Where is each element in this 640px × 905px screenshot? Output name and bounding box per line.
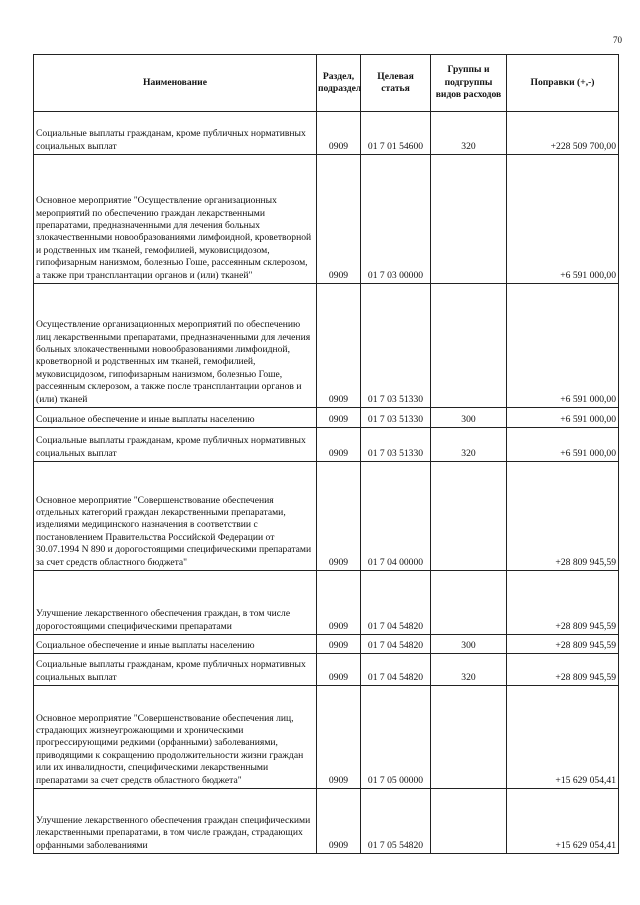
- row-name: Социальное обеспечение и иные выплаты населению: [34, 635, 317, 654]
- budget-table: [33, 54, 619, 854]
- row-name: Осуществление организационных мероприятий по обеспечению лиц лекарственными препаратами, предназначенными для лечения больных злокачественными новообразованиями лимфоидной, кроветворной и родственных им тканей, гемофилией, муковисцидозом, гипофизарным нанизмом, болезнью Гоше, рассеянным склерозом, а также после трансплантации органов и (или) тканей: [34, 284, 317, 408]
- table-body: [34, 112, 619, 854]
- row-target: 01 7 05 00000: [361, 686, 431, 789]
- row-amount: +28 809 945,59: [507, 462, 619, 571]
- row-target: 01 7 05 54820: [361, 789, 431, 854]
- row-amount: +28 809 945,59: [507, 635, 619, 654]
- row-name: Социальные выплаты гражданам, кроме публичных нормативных социальных выплат: [34, 112, 317, 155]
- row-group: [431, 571, 507, 635]
- row-group: [431, 284, 507, 408]
- row-group: [431, 462, 507, 571]
- row-target: 01 7 04 54820: [361, 635, 431, 654]
- row-target: 01 7 03 51330: [361, 408, 431, 428]
- table-row: [34, 462, 619, 571]
- row-group: [431, 789, 507, 854]
- row-group: 320: [431, 428, 507, 462]
- row-name: Основное мероприятие "Совершенствование обеспечения лиц, страдающих жизнеугрожающими и хроническими прогрессирующими редкими (орфанными) заболеваниями, приводящими к сокращению продолжительности жизни граждан или их инвалидности, специфическими лекарственными препаратами за счет средств областного бюджета": [34, 686, 317, 789]
- row-target: 01 7 04 54820: [361, 571, 431, 635]
- row-target: 01 7 04 54820: [361, 654, 431, 686]
- table-row: [34, 284, 619, 408]
- row-name: Основное мероприятие "Осуществление организационных мероприятий по обеспечению граждан лекарственными препаратами, предназначенными для лечения больных злокачественными новообразованиями лимфоидной, кроветворной и родственных им тканей, гемофилией, муковисцидозом, гипофизарным нанизмом, болезнью Гоше, рассеянным склерозом, а также при трансплантации органов и (или) тканей": [34, 155, 317, 284]
- table-row: [34, 635, 619, 654]
- row-section: 0909: [317, 635, 361, 654]
- row-name: Основное мероприятие "Совершенствование обеспечения отдельных категорий граждан лекарственными препаратами, изделиями медицинского назначения в соответствии с постановлением Правительства Российской Федерации от 30.07.1994 N 890 и дорогостоящими специфическими препаратами за счет средств областного бюджета": [34, 462, 317, 571]
- table-row: [34, 155, 619, 284]
- row-section: 0909: [317, 284, 361, 408]
- row-section: 0909: [317, 112, 361, 155]
- table-row: [34, 428, 619, 462]
- row-target: 01 7 03 51330: [361, 428, 431, 462]
- table-row: [34, 112, 619, 155]
- row-amount: +15 629 054,41: [507, 686, 619, 789]
- row-amount: +6 591 000,00: [507, 284, 619, 408]
- header-section: Раздел, подраздел: [317, 55, 361, 112]
- row-group: [431, 686, 507, 789]
- table-row: [34, 408, 619, 428]
- row-target: 01 7 03 00000: [361, 155, 431, 284]
- row-section: 0909: [317, 462, 361, 571]
- row-name: Улучшение лекарственного обеспечения граждан специфическими лекарственными препаратами, в том числе граждан, страдающих орфанными заболеваниями: [34, 789, 317, 854]
- header-target: Целевая статья: [361, 55, 431, 112]
- row-group: 300: [431, 635, 507, 654]
- page-number: 70: [613, 35, 622, 45]
- table-row: [34, 789, 619, 854]
- header-name: Наименование: [34, 55, 317, 112]
- row-section: 0909: [317, 686, 361, 789]
- row-name: Улучшение лекарственного обеспечения граждан, в том числе дорогостоящими специфическими препаратами: [34, 571, 317, 635]
- row-amount: +6 591 000,00: [507, 428, 619, 462]
- row-target: 01 7 01 54600: [361, 112, 431, 155]
- row-name: Социальное обеспечение и иные выплаты населению: [34, 408, 317, 428]
- row-group: 320: [431, 112, 507, 155]
- row-section: 0909: [317, 571, 361, 635]
- header-amendments: Поправки (+,-): [507, 55, 619, 112]
- row-amount: +6 591 000,00: [507, 408, 619, 428]
- row-name: Социальные выплаты гражданам, кроме публичных нормативных социальных выплат: [34, 428, 317, 462]
- row-amount: +15 629 054,41: [507, 789, 619, 854]
- row-name: Социальные выплаты гражданам, кроме публичных нормативных социальных выплат: [34, 654, 317, 686]
- row-target: 01 7 03 51330: [361, 284, 431, 408]
- table-row: [34, 686, 619, 789]
- row-group: [431, 155, 507, 284]
- row-section: 0909: [317, 789, 361, 854]
- table-row: [34, 654, 619, 686]
- header-groups: Группы и подгруппы видов расходов: [431, 55, 507, 112]
- table-row: [34, 571, 619, 635]
- row-section: 0909: [317, 428, 361, 462]
- row-section: 0909: [317, 654, 361, 686]
- row-target: 01 7 04 00000: [361, 462, 431, 571]
- row-group: 320: [431, 654, 507, 686]
- row-amount: +228 509 700,00: [507, 112, 619, 155]
- row-section: 0909: [317, 408, 361, 428]
- row-amount: +6 591 000,00: [507, 155, 619, 284]
- row-amount: +28 809 945,59: [507, 654, 619, 686]
- header-row: [34, 55, 619, 112]
- row-group: 300: [431, 408, 507, 428]
- row-amount: +28 809 945,59: [507, 571, 619, 635]
- row-section: 0909: [317, 155, 361, 284]
